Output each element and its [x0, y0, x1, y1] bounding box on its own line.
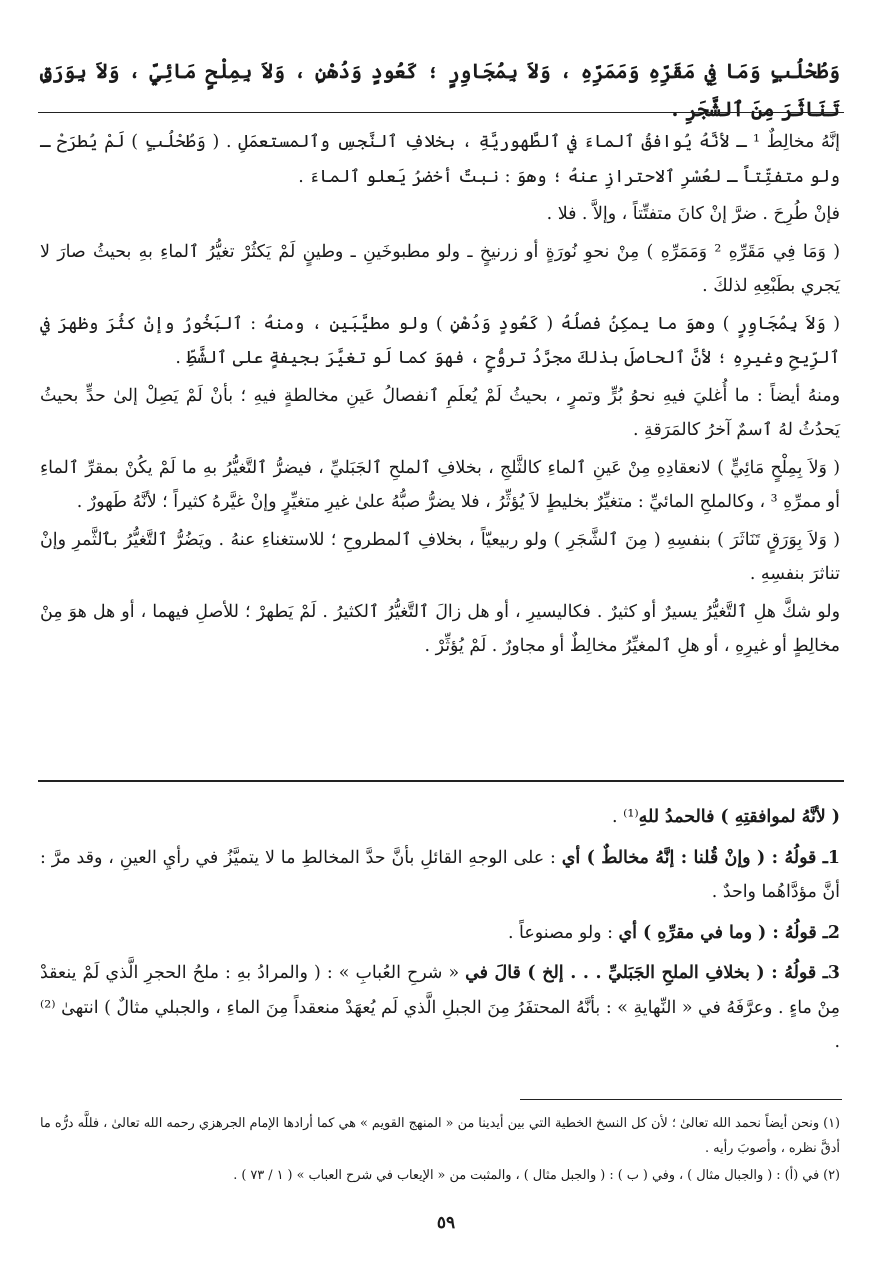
hashiya-body: ⁽¹⁾ . [612, 807, 639, 827]
sharh-section [40, 125, 840, 667]
sharh-paragraph: ( وَلاَ بِوَرَقٍ تَنَاثَرَ ) بنفسِهِ ( مِنَ ٱلشَّجَرِ ) ولو ربيعيّاً ، بخلافِ ٱلمطروحِ ؛ للاستغناءِ عنهُ . ويَضُرُّ ٱلتَّغيُّرُ بٱلثَّمرِ وإنْ تناثرَ بنفسِهِ . [40, 529, 840, 584]
hashiya-section [40, 800, 840, 1066]
sharh-paragraph: فإنْ طُرِحَ . ضرَّ إنْ كانَ متفتِّتاً ، وإلاَّ . فلا . [546, 204, 840, 224]
sharh-paragraph: ( وَلاَ بِمِلْحٍ مَائِيٍّ ) لانعقادِهِ مِنْ عَينِ ٱلماءِ كالثَّلجِ ، بخلافِ ٱلملحِ ٱلجَبَليِّ ، فيضرُّ ٱلتَّغيُّرُ بهِ ما لَمْ يكُنْ بمقرِّ ٱلماءِ أو ممرِّهِ ³ ، وكالملحِ المائيِّ : متغيِّرٌ بخليطٍ لاَ يُؤثِّرُ ، فلا يضرُّ صبُّهُ علىٰ غيرِ متغيِّرٍ وإنْ غيَّرهُ كثيراً ؛ لأنَّهُ طَهورٌ . [40, 457, 840, 512]
hashiya-paragraph [40, 841, 840, 910]
page-number: ٥٩ [436, 1213, 456, 1233]
hashiya-body: : على الوجهِ القائلِ بأنَّ حدَّ المخالطِ ما لا يتميَّزُ في رأيِ العينِ ، وقد مرَّ : أنَّ مؤدَّاهُما واحدٌ . [40, 847, 840, 902]
footnote: (٢) في (أ) : ( والجبال مثال ) ، وفي ( ب ) : ( والجبل مثال ) ، والمثبت من « الإيعاب في شرح العباب » ( ١ / ٧٣ ) . [233, 1168, 840, 1183]
sharh-paragraph: ومنهُ أيضاً : ما أُغليَ فيهِ نحوُ بُرٍّ وتمرٍ ، بحيثُ لَمْ يُعلَمِ ٱنفصالُ عَينِ مخالطةٍ فيهِ ؛ بأنْ لَمْ يَصِلْ إلىٰ حدٍّ بحيثُ يَحدُثُ لهُ ٱسمٌ آخرُ كالمَرَقةِ . [40, 385, 840, 440]
hashiya-divider [38, 780, 844, 782]
footnote-divider [520, 1099, 842, 1100]
matn-divider [38, 112, 844, 113]
hashiya-lead: 1ـ قولُهُ : ( وإنْ قُلنا : إنَّهُ مخالطٌ ) أي [561, 847, 840, 868]
matn-text: وَطُحْلُبٍ وَمَا فِي مَقَرِّهِ وَمَمَرِّهِ ، وَلاَ بِمُجَاوِرٍ ؛ كَعُودٍ وَدُهْنٍ ، وَلاَ بِمِلْحٍ مَائِيٍّ ، وَلاَ بِوَرَقٍ تَنَاثَرَ مِنَ ٱلشَّجَرِ . [40, 59, 840, 121]
hashiya-paragraph [40, 916, 840, 951]
sharh-paragraph: ( وَلاَ بِمُجَاوِرٍ ) وهوَ ما يمكِنُ فصلُهُ ( كَعُودٍ وَدُهْنٍ ) ولو مطيَّبَينِ ، ومنهُ : ٱلبَخُورُ وإنْ كثُرَ وظهرَ في ٱلرِّيحِ وغيرِهِ ؛ لأنَّ ٱلحاصلَ بذلكَ مجرَّدُ تروُّحٍ ، فهوَ كما لَو تغيَّرَ بجيفةٍ على ٱلشَّطِّ . [40, 313, 840, 368]
hashiya-paragraph [40, 800, 840, 835]
hashiya-lead: ( لأنَّهُ لموافقتِهِ ) فالحمدُ للهِ [638, 807, 840, 827]
footnote: (١) ونحن أيضاً نحمد الله تعالىٰ ؛ لأن كل النسخ الخطية التي بين أيدينا من « المنهج القويم » هي كما أرادها الإمام الجرهزي رحمه الله تعالىٰ ، فللَّه درُّه ما أدقَّ نظره ، وأصوبَ رأيه . [40, 1116, 840, 1156]
sharh-paragraph: ولو شكَّ هلِ ٱلتَّغيُّرُ يسيرٌ أو كثيرٌ . فكاليسيرِ ، أو هل زالَ ٱلتَّغيُّرُ ٱلكثيرُ . لَمْ يَطهرْ ؛ للأصلِ فيهما ، أو هل هوَ مِنْ مخالِطٍ أو غيرِهِ ، أو هلِ ٱلمغيِّرُ مخالِطٌ أو مجاورٌ . لَمْ يُؤثِّرْ . [40, 601, 840, 656]
hashiya-lead: 3ـ قولُهُ : ( بخلافِ الملحِ الجَبَليِّ . . . إلخ ) قالَ في [465, 963, 840, 983]
hashiya-lead: 2ـ قولُهُ : ( وما في مقرِّهِ ) أي [618, 922, 840, 943]
sharh-paragraph: إنَّهُ مخالِطٌ ¹ ـ لأنَّهُ يُوافقُ ٱلماءَ في ٱلطَّهوريَّةِ ، بخلافِ ٱلنَّجسِ وٱلمستعمَلِ . ( وَطُحْلُبٍ ) لَمْ يُطرَحْ ـ ولو متفتِّتاً ـ لعُسْرِ ٱلاحترازِ عنهُ ؛ وهوَ : نبتٌ أخضرُ يَعلو ٱلماءَ . [40, 132, 840, 187]
sharh-paragraph: ( وَمَا فِي مَقَرِّهِ ² وَمَمَرِّهِ ) مِنْ نحوِ نُورَةٍ أو زرنيخٍ ـ ولو مطبوخَينِ ـ وطينٍ لَمْ يَكثُرْ تغيُّرُ ٱلماءِ بهِ بحيثُ صارَ لا يَجري بطَبْعِهِ لذلكَ . [40, 241, 840, 296]
hashiya-paragraph [40, 956, 840, 1060]
hashiya-body: : ولو مصنوعاً . [507, 922, 619, 943]
hashiya-body: « شرحِ العُبابِ » : ( والمرادُ بهِ : ملحُ الحجرِ الَّذي لَمْ ينعقدْ مِنْ ماءٍ . وعرَّفَهُ في « النِّهايةِ » : بأنَّهُ المحتفَرُ مِنَ الجبلِ الَّذي لَم يُعهَدْ منعقداً مِنَ الماءِ ، والجبلي مثالٌ ) انتهىٰ ⁽²⁾ . [40, 963, 840, 1052]
footnotes-section [40, 1111, 840, 1190]
